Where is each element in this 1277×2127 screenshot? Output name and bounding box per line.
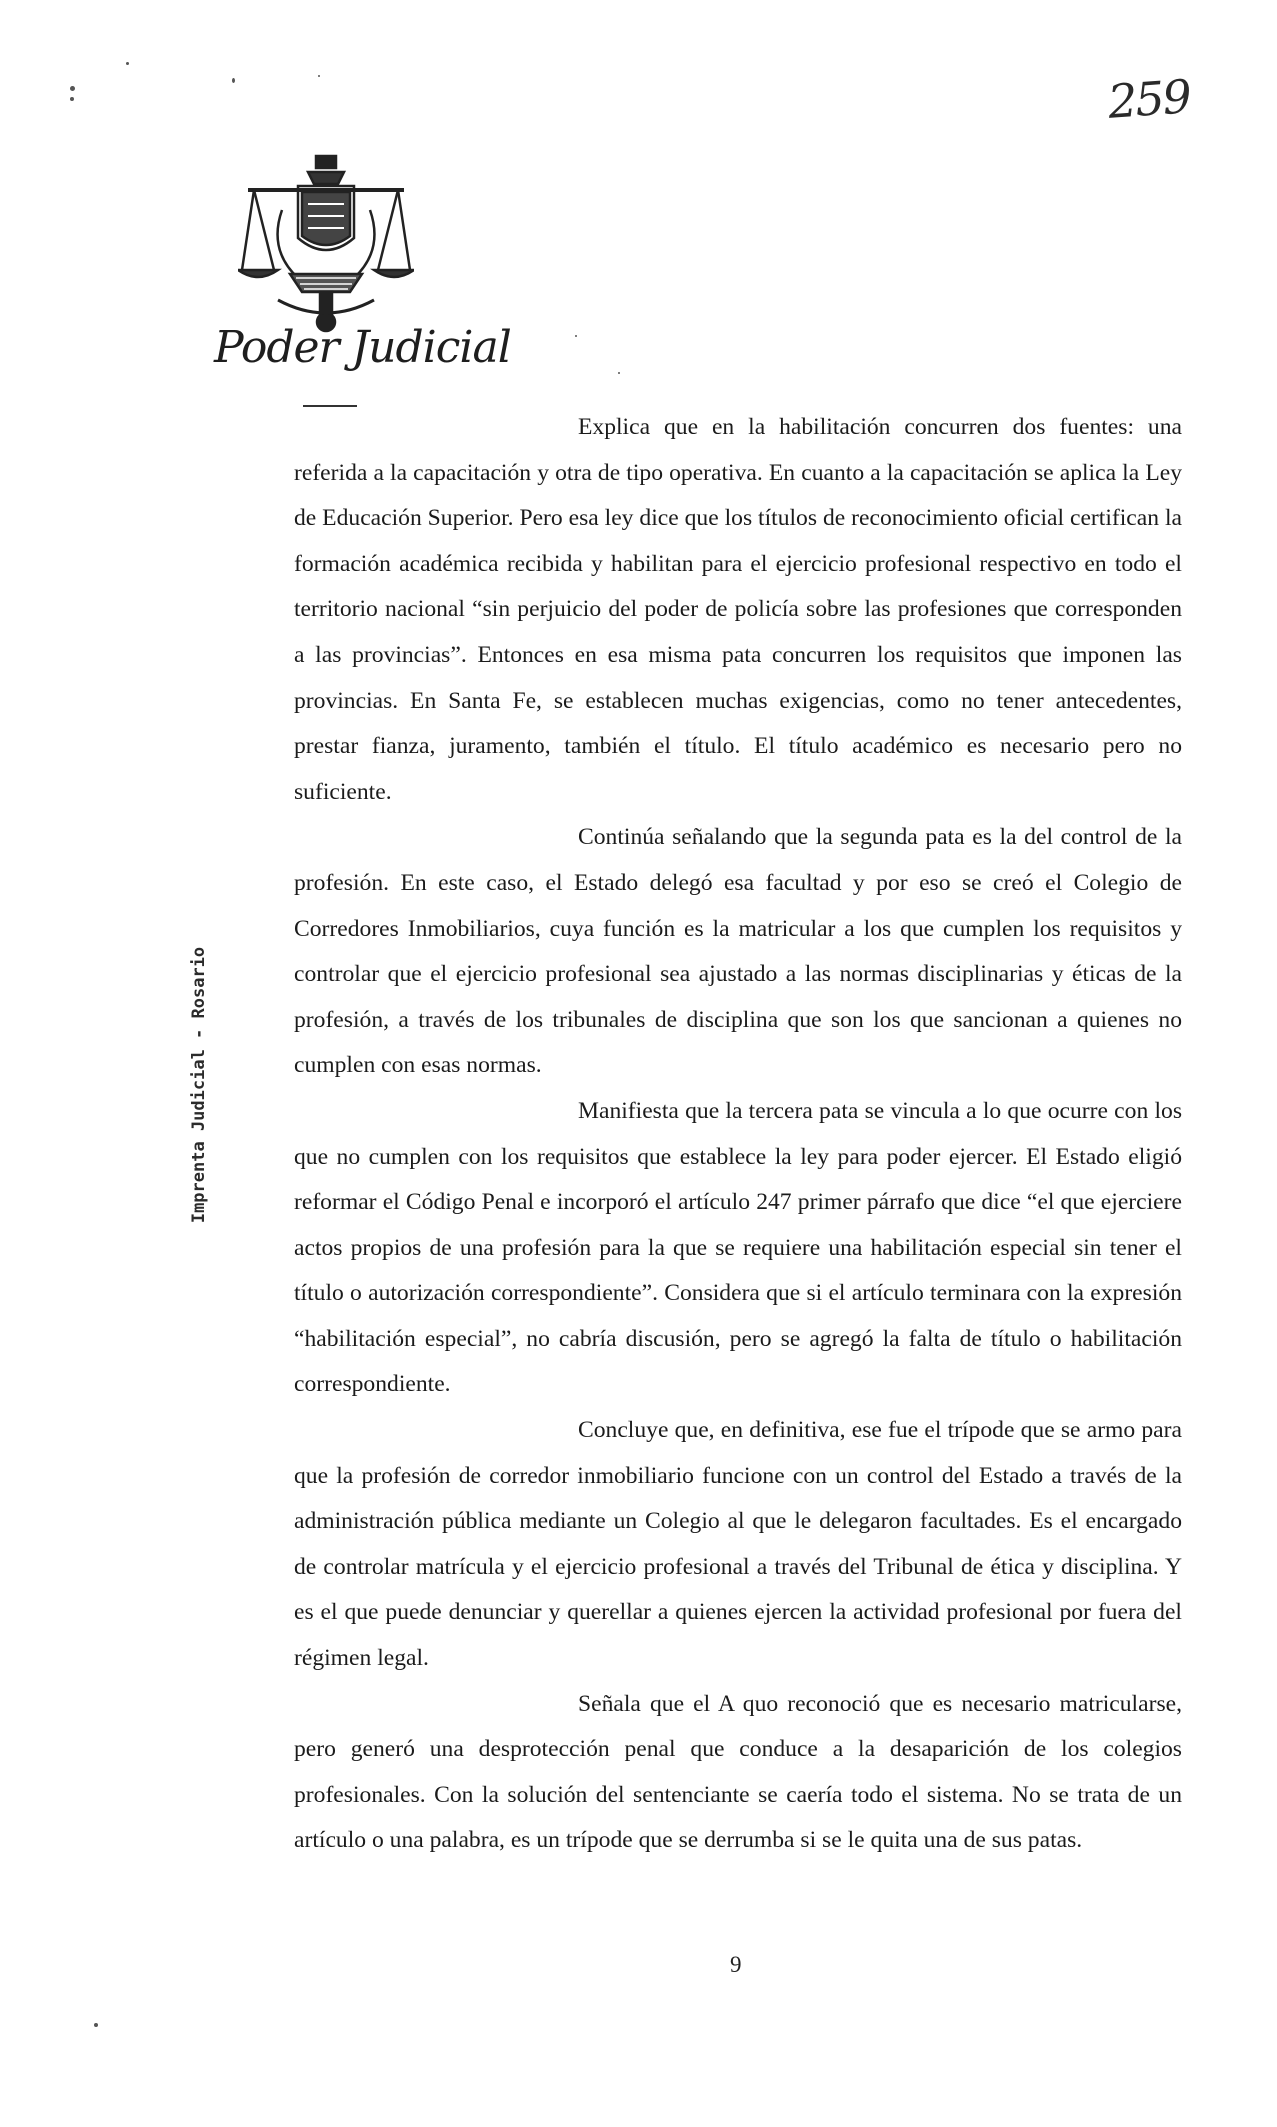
document-body	[294, 405, 1182, 1864]
folio-handwritten: 259	[1106, 69, 1192, 129]
paragraph-tripode: Concluye que, en definitiva, ese fue el trípode que se armo para que la profesión de corredor inmobiliario funcione con un control del Estado a través de la administración pública mediante un Colegio al que le delegaron facultades. Es el encargado de controlar matrícula y el ejercicio profesional a través del Tribunal de ética y disciplina. Y es el que puede denunciar y querellar a quienes ejercen la actividad profesional por fuera del régimen legal.	[294, 1417, 1182, 1672]
paragraph-a-quo: Señala que el A quo reconoció que es necesario matricularse, pero generó una desprotección penal que conduce a la desaparición de los colegios profesionales. Con la solución del sentenciante se caería todo el sistema. No se trata de un artículo o una palabra, es un trípode que se derrumba si se le quita una de sus patas.	[294, 1690, 1182, 1854]
scan-speck	[126, 62, 129, 65]
scan-speck	[318, 75, 320, 77]
paragraph-capacitacion: Explica que en la habilitación concurren dos fuentes: una referida a la capacitación y otra de tipo operativa. En cuanto a la capacitación se aplica la Ley de Educación Superior. Pero esa ley dice que los títulos de reconocimiento oficial certifican la formación académica recibida y habilitan para el ejercicio profesional respectivo en todo el territorio nacional “sin perjuicio del poder de policía sobre las profesiones que corresponden a las provincias”. Entonces en esa misma pata concurren los requisitos que imponen las provincias. En Santa Fe, se establecen muchas exigencias, como no tener antecedentes, prestar fianza, juramento, también el título. El título académico es necesario pero no suficiente.	[294, 414, 1182, 805]
scan-speck	[70, 97, 74, 101]
scan-speck	[575, 335, 577, 337]
paragraph-control-profesion: Continúa señalando que la segunda pata es la del control de la profesión. En este caso, el Estado delegó esa facultad y por eso se creó el Colegio de Corredores Inmobiliarios, cuya función es la matricular a los que cumplen los requisitos y controlar que el ejercicio profesional sea ajustado a las normas disciplinarias y éticas de la profesión, a través de los tribunales de disciplina que son los que sancionan a quienes no cumplen con esas normas.	[294, 824, 1182, 1079]
page-number: 9	[730, 1952, 742, 1977]
coat-of-arms-emblem	[238, 150, 414, 336]
side-print-stamp: Imprenta Judicial - Rosario	[189, 946, 209, 1224]
scan-speck	[70, 86, 75, 91]
paragraph-codigo-penal: Manifiesta que la tercera pata se vincula a lo que ocurre con los que no cumplen con los requisitos que establece la ley para poder ejercer. El Estado eligió reformar el Código Penal e incorporó el artículo 247 primer párrafo que dice “el que ejerciere actos propios de una profesión para la que se requiere una habilitación especial sin tener el título o autorización correspondiente”. Considera que si el artículo terminara con la expresión “habilitación especial”, no cabría discusión, pero se agregó la falta de título o habilitación correspondiente.	[294, 1097, 1182, 1398]
scan-speck	[94, 2023, 98, 2027]
scan-speck	[232, 78, 235, 83]
poder-judicial-brand: Poder Judicial	[214, 322, 511, 373]
scan-speck	[618, 372, 620, 374]
